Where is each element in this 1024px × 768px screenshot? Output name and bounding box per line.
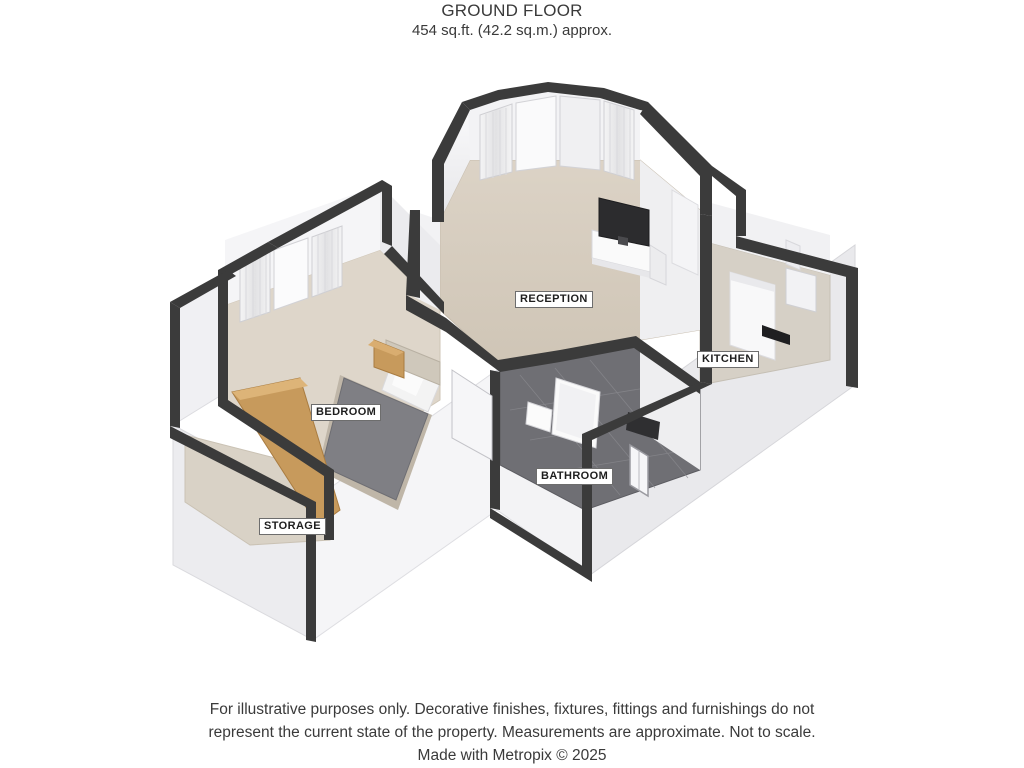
floorplan-disclaimer	[0, 698, 1024, 767]
room-label-bathroom: BATHROOM	[536, 468, 613, 485]
disclaimer-line-1: For illustrative purposes only. Decorative finishes, fixtures, fittings and furnishings do not	[209, 701, 815, 718]
reception-right-fixture	[672, 190, 698, 275]
floor-area-subtitle: 454 sq.ft. (42.2 sq.m.) approx.	[411, 22, 613, 39]
kitchen-window	[786, 268, 816, 312]
room-label-bedroom: BEDROOM	[311, 404, 381, 421]
disclaimer-line-2: represent the current state of the property. Measurements are approximate. Not to scale.	[208, 724, 816, 741]
attribution-line: Made with Metropix © 2025	[417, 747, 607, 764]
page-title: GROUND FLOOR	[441, 1, 583, 20]
floorplan-illustration	[0, 40, 1024, 680]
floorplan-stage	[0, 40, 1024, 680]
room-label-reception: RECEPTION	[515, 291, 593, 308]
room-label-kitchen: KITCHEN	[697, 351, 759, 368]
floorplan-header	[0, 0, 1024, 41]
room-label-storage: STORAGE	[259, 518, 326, 535]
